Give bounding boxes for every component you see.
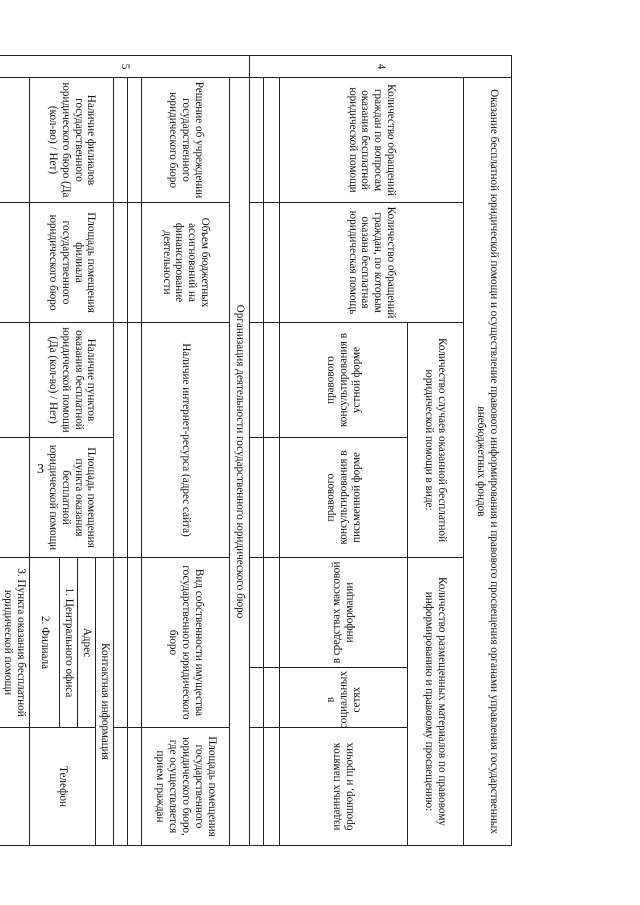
- cases-written-col: правового консультирования в письменной форме: [280, 438, 408, 558]
- s5-empty-cell[interactable]: [114, 203, 128, 323]
- s5-empty-cell[interactable]: [0, 438, 30, 558]
- s5-phone-header: Телефон: [30, 728, 96, 846]
- s4-empty-cell[interactable]: [264, 438, 280, 558]
- s5-empty-cell[interactable]: [128, 558, 142, 728]
- s5-ownership-col: Вид собственности имущества государственного юридического бюро: [142, 558, 230, 728]
- s5-budget-col: Объем бюджетных ассигнований на финансирование деятельности: [142, 203, 230, 323]
- s4-empty-cell[interactable]: [250, 78, 264, 203]
- section4-assisted-col: Количество обращений граждан, по которым оказана бесплатная юридическая помощь: [280, 203, 464, 323]
- s5-empty-cell[interactable]: [114, 323, 128, 558]
- s5-decision-col: Решение об учреждении государственного юридического бюро: [142, 78, 230, 203]
- materials-print-col: изданных памяток брошюр, и прочих: [280, 728, 408, 846]
- s4-empty-cell[interactable]: [250, 203, 264, 323]
- s4-empty-cell[interactable]: [250, 323, 264, 438]
- s4-empty-cell[interactable]: [250, 668, 264, 728]
- s5-empty-cell[interactable]: [128, 203, 142, 323]
- section4-number: 4: [250, 56, 512, 78]
- s4-empty-cell[interactable]: [264, 78, 280, 203]
- s5-contact-header: Контактная информация: [96, 558, 114, 846]
- s4-empty-cell[interactable]: [250, 728, 264, 846]
- s4-empty-cell[interactable]: [250, 558, 264, 668]
- section5-title: Организация деятельности государственного юридического бюро: [230, 78, 250, 846]
- s5-office-branch: 2. Филиала: [30, 558, 60, 728]
- s4-empty-cell[interactable]: [264, 668, 280, 728]
- section4-cases-header: Количество случаев оказанной бесплатной юридической помощи в виде:: [408, 323, 464, 558]
- s4-empty-cell[interactable]: [264, 558, 280, 668]
- s5-office-point: 3. Пункта оказания бесплатной юридической помощи: [0, 558, 30, 728]
- page-number: 3: [37, 462, 44, 477]
- s5-empty-cell[interactable]: [0, 78, 30, 203]
- materials-media-col: в средствах массовой информации: [280, 558, 408, 668]
- s5-empty-cell[interactable]: [0, 323, 30, 438]
- s5-empty-cell[interactable]: [128, 78, 142, 203]
- s5-empty-cell[interactable]: [0, 728, 30, 846]
- s4-empty-cell[interactable]: [264, 323, 280, 438]
- s5-empty-cell[interactable]: [114, 78, 128, 203]
- section4-materials-header: Количество размещенных материалов по правовому информированию и правовому просвещению:: [408, 558, 464, 846]
- materials-social-col: в социальных сетях: [280, 668, 408, 728]
- s5-branch-area-col: Площадь помещения филиала государственного юридического бюро: [30, 203, 114, 323]
- s5-website-col: Наличие интернет-ресурса (адрес сайта): [142, 323, 230, 558]
- cases-oral-col: правового консультирования в устной форме: [280, 323, 408, 438]
- rotated-form-table: [2, 55, 512, 845]
- s5-empty-cell[interactable]: [128, 728, 142, 846]
- s5-address-header: Адрес: [78, 558, 96, 728]
- s5-empty-cell[interactable]: [114, 558, 128, 728]
- s5-empty-cell[interactable]: [128, 323, 142, 558]
- s4-empty-cell[interactable]: [264, 203, 280, 323]
- s4-empty-cell[interactable]: [250, 438, 264, 558]
- s5-point-area-col: Площадь помещения пункта оказания бесплатной юридической помощи: [30, 438, 114, 558]
- section5-number: 5: [0, 56, 250, 78]
- report-form-table: [0, 55, 512, 846]
- s5-area-col: Площадь помещения государственного юридического бюро, где осуществляется прием граждан: [142, 728, 230, 846]
- s4-empty-cell[interactable]: [264, 728, 280, 846]
- s5-points-col: Наличие пунктов оказания бесплатной юридической помощи (Да (кол-во) / Нет): [30, 323, 114, 438]
- s5-office-central: 1. Центрального офиса: [60, 558, 78, 728]
- s5-branches-col: Наличие филиалов государственного юридического бюро (Да (кол-во) / Нет): [30, 78, 114, 203]
- s5-empty-cell[interactable]: [114, 728, 128, 846]
- section4-requests-col: Количество обращений граждан по вопросам оказания бесплатной юридической помощи: [280, 78, 464, 203]
- s5-empty-cell[interactable]: [0, 203, 30, 323]
- section4-title: Оказание бесплатной юридической помощи и осуществление правового информирования и правового просвещения органами управления государственных внебюджетных фондов: [464, 78, 512, 846]
